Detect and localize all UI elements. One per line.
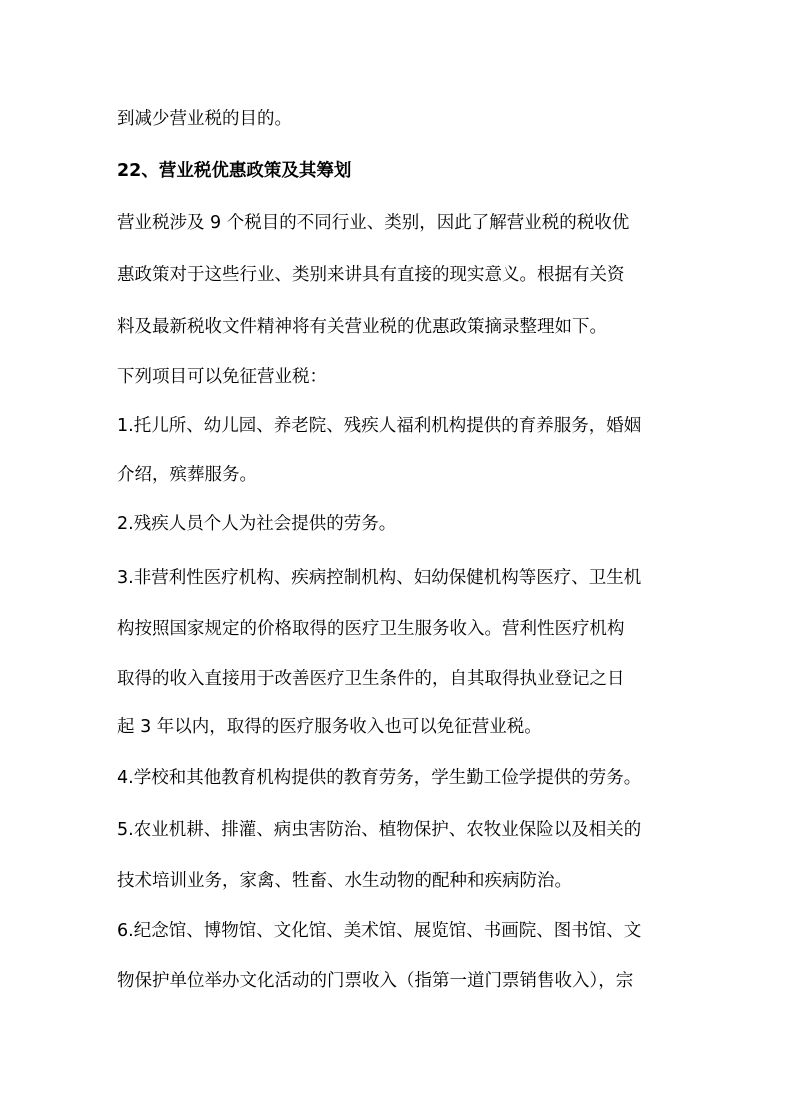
list-item: 4.学校和其他教育机构提供的教育劳务，学生勤工俭学提供的劳务。 bbox=[117, 768, 642, 788]
text-line: 物保护单位举办文化活动的门票收入（指第一道门票销售收入），宗 bbox=[117, 971, 634, 991]
text-line: 构按照国家规定的价格取得的医疗卫生服务收入。营利性医疗机构 bbox=[117, 619, 625, 639]
list-item: 1.托儿所、幼儿园、养老院、残疾人福利机构提供的育养服务，婚姻 bbox=[117, 416, 642, 436]
text-line: 技术培训业务，家禽、牲畜、水生动物的配种和疾病防治。 bbox=[117, 871, 572, 891]
list-item: 6.纪念馆、博物馆、文化馆、美术馆、展览馆、书画院、图书馆、文 bbox=[117, 921, 642, 941]
section-heading: 22、营业税优惠政策及其筹划 bbox=[117, 161, 352, 181]
list-item: 5.农业机耕、排灌、病虫害防治、植物保护、农牧业保险以及相关的 bbox=[117, 820, 642, 840]
text-line: 取得的收入直接用于改善医疗卫生条件的，自其取得执业登记之日 bbox=[117, 669, 625, 689]
list-item: 2.残疾人员个人为社会提供的劳务。 bbox=[117, 514, 397, 534]
text-line: 惠政策对于这些行业、类别来讲具有直接的现实意义。根据有关资 bbox=[117, 265, 625, 285]
text-line: 起 3 年以内，取得的医疗服务收入也可以免征营业税。 bbox=[117, 717, 542, 737]
text-line: 料及最新税收文件精神将有关营业税的优惠政策摘录整理如下。 bbox=[117, 317, 607, 337]
text-line: 下列项目可以免征营业税： bbox=[117, 367, 327, 387]
text-line: 营业税涉及 9 个税目的不同行业、类别，因此了解营业税的税收优 bbox=[117, 213, 630, 233]
text-line: 到减少营业税的目的。 bbox=[117, 109, 292, 129]
list-item: 3.非营利性医疗机构、疾病控制机构、妇幼保健机构等医疗、卫生机 bbox=[117, 568, 642, 588]
text-line: 介绍，殡葬服务。 bbox=[117, 465, 257, 485]
